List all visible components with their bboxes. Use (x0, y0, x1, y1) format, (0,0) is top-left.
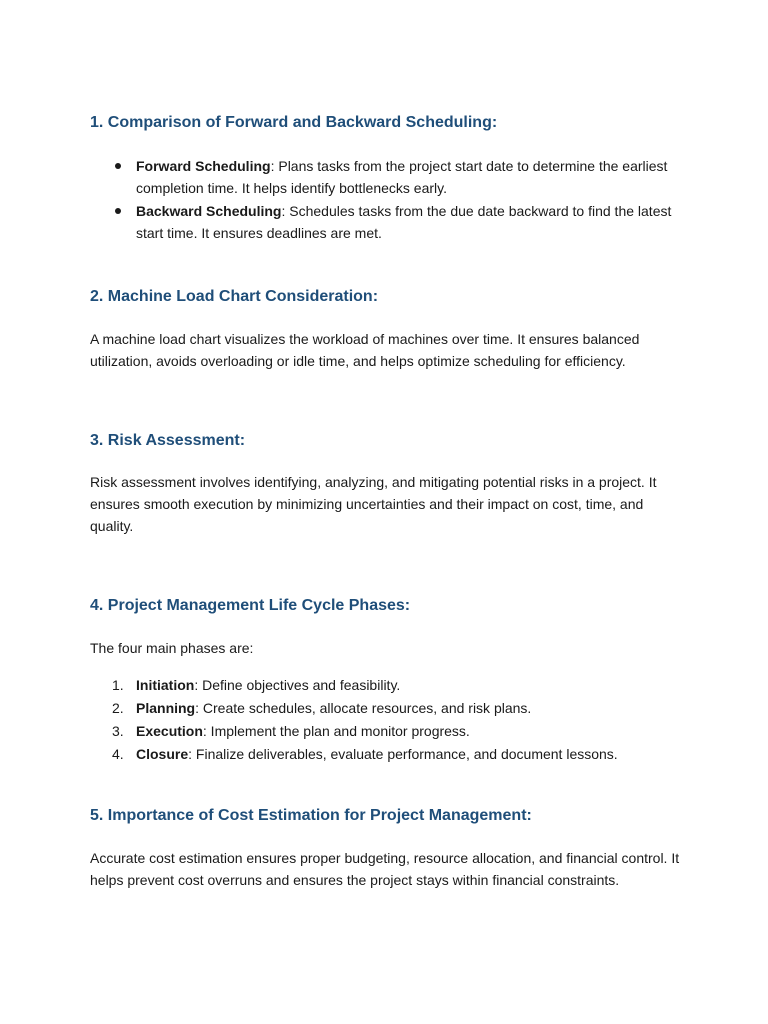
section-1-heading: 1. Comparison of Forward and Backward Scheduling: (90, 114, 498, 131)
section-5-heading: 5. Importance of Cost Estimation for Project Management: (90, 807, 532, 824)
list-item-term: Planning (136, 700, 196, 716)
list-item-term: Forward Scheduling (136, 158, 271, 174)
list-item (90, 674, 680, 696)
list-item (90, 720, 680, 742)
bullet-icon (115, 163, 121, 169)
section-4-heading: 4. Project Management Life Cycle Phases: (90, 597, 411, 614)
bullet-icon (115, 208, 121, 214)
list-item (90, 743, 680, 765)
list-item (90, 200, 680, 244)
list-item-text: : Finalize deliverables, evaluate performance, and document lessons. (188, 746, 618, 762)
list-item-term: Initiation (136, 677, 195, 693)
list-item-term: Backward Scheduling (136, 203, 282, 219)
section-1-bullet-list (90, 155, 680, 245)
list-item-number: 3. (112, 723, 124, 739)
list-item-number: 1. (112, 677, 124, 693)
list-item-number: 4. (112, 746, 124, 762)
section-5-paragraph: Accurate cost estimation ensures proper budgeting, resource allocation, and financial control. It helps prevent cost overruns and ensures the project stays within financial constraints. (90, 850, 680, 888)
list-item-text: : Implement the plan and monitor progress. (202, 723, 470, 739)
list-item-text: : Define objectives and feasibility. (194, 677, 401, 693)
list-item-text: : Plans tasks from the project start date to determine the earliest completion time. It helps identify bottlenecks early. (136, 158, 668, 196)
section-3-heading: 3. Risk Assessment: (90, 432, 246, 449)
list-item-text: : Schedules tasks from the due date backward to find the latest start time. It ensures deadlines are met. (136, 203, 672, 241)
section-3-paragraph: Risk assessment involves identifying, analyzing, and mitigating potential risks in a project. It ensures smooth execution by minimizing uncertainties and their impact on cost, time, and quality. (90, 474, 657, 534)
section-4-intro: The four main phases are: (90, 640, 254, 656)
list-item-text: : Create schedules, allocate resources, and risk plans. (195, 700, 532, 716)
section-2-heading: 2. Machine Load Chart Consideration: (90, 288, 379, 305)
list-item-term: Closure (136, 746, 189, 762)
list-item-number: 2. (112, 700, 124, 716)
list-item (90, 155, 680, 199)
section-2-paragraph: A machine load chart visualizes the workload of machines over time. It ensures balanced utilization, avoids overloading or idle time, and helps optimize scheduling for efficiency. (90, 331, 640, 369)
list-item (90, 697, 680, 719)
section-4-numbered-list (90, 674, 680, 766)
list-item-term: Execution (136, 723, 203, 739)
